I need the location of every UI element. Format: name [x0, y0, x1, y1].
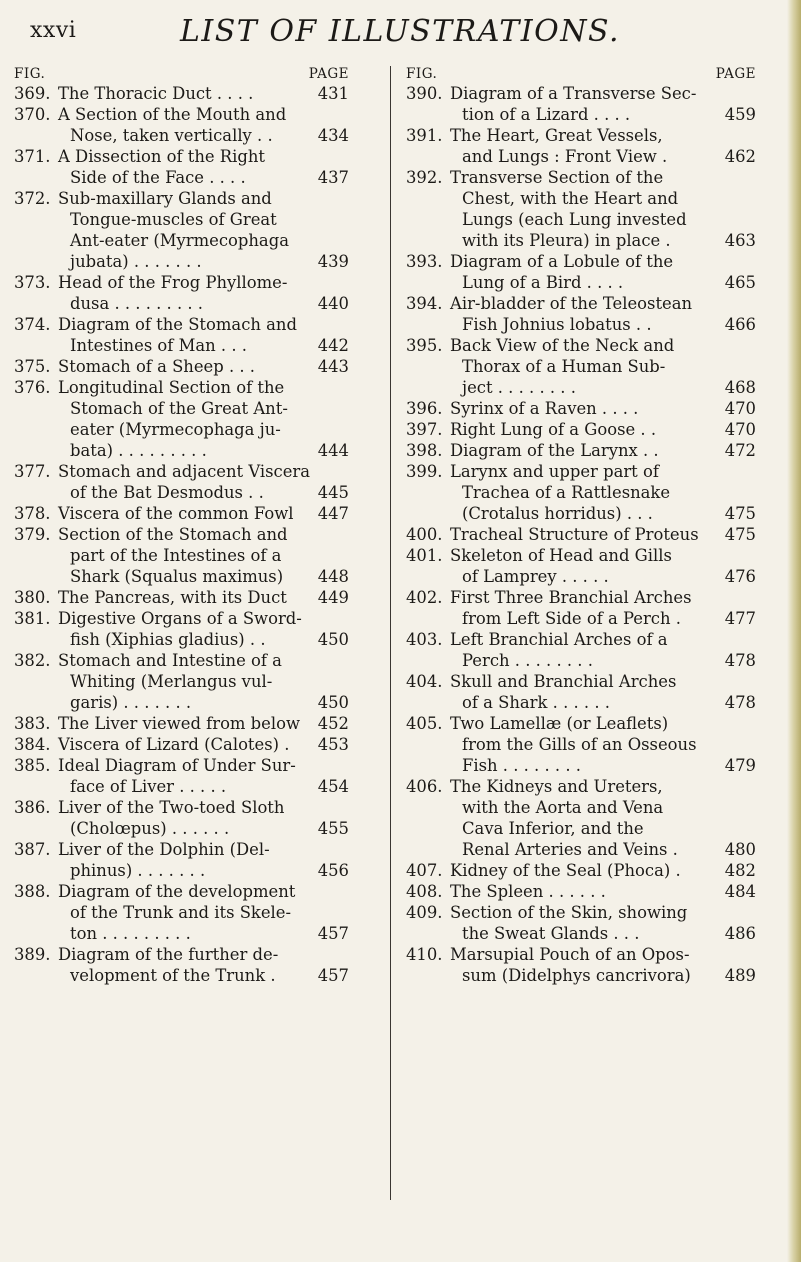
figure-caption-line: Stomach of a Sheep . . .: [58, 357, 256, 376]
page-ref: 476: [724, 567, 756, 586]
figure-caption-line: Sub-maxillary Glands and: [58, 189, 272, 208]
figure-number: 384.: [14, 735, 51, 754]
figure-caption-line: Diagram of the development: [58, 882, 296, 901]
figure-caption-line: Fish . . . . . . . .: [462, 756, 581, 775]
figure-caption-line: ject . . . . . . . .: [462, 378, 576, 397]
figure-caption-line: The Liver viewed from below: [58, 714, 301, 733]
figure-number: 392.: [406, 168, 443, 187]
page-ref: 444: [317, 441, 349, 460]
figure-caption-line: (Crotalus horridus) . . .: [462, 504, 653, 523]
figure-number: 378.: [14, 504, 51, 523]
figure-number: 383.: [14, 714, 51, 733]
page-ref: 434: [317, 126, 349, 145]
figure-number: 369.: [14, 84, 51, 103]
figure-caption-line: The Heart, Great Vessels,: [450, 126, 663, 145]
figure-number: 404.: [406, 672, 443, 691]
figure-entry: [14, 608, 349, 650]
figure-entry: [406, 776, 756, 860]
figure-caption-line: The Thoracic Duct . . . .: [58, 84, 254, 103]
figure-caption-line: of the Bat Desmodus . .: [70, 483, 264, 502]
right-column: [406, 62, 756, 986]
figure-caption-line: Liver of the Dolphin (Del-: [58, 840, 270, 859]
page-ref: 463: [724, 231, 756, 250]
figure-caption-line: Chest, with the Heart and: [462, 189, 679, 208]
figure-number: 379.: [14, 525, 51, 544]
figure-caption-line: of Lamprey . . . . .: [462, 567, 609, 586]
figure-entry: [406, 440, 756, 461]
figure-caption-line: of the Trunk and its Skele-: [70, 903, 292, 922]
page-ref: 442: [317, 336, 349, 355]
figure-number: 407.: [406, 861, 443, 880]
figure-entry: [406, 293, 756, 335]
figure-entry: [14, 272, 349, 314]
figure-entry: [406, 419, 756, 440]
page-ref: 448: [317, 567, 349, 586]
figure-caption-line: Lung of a Bird . . . .: [462, 273, 624, 292]
figure-caption-line: Skull and Branchial Arches: [450, 672, 677, 691]
page-ref: 453: [317, 735, 349, 754]
figure-entry: [406, 125, 756, 167]
figure-entry: [406, 944, 756, 986]
figure-caption-line: the Sweat Glands . . .: [462, 924, 640, 943]
figure-caption-line: garis) . . . . . . .: [70, 693, 192, 712]
page-ref: 445: [317, 483, 349, 502]
page-ref: 440: [317, 294, 349, 313]
figure-caption-line: eater (Myrmecophaga ju-: [70, 420, 281, 439]
figure-caption-line: Ideal Diagram of Under Sur-: [58, 756, 296, 775]
figure-caption-line: from the Gills of an Osseous: [462, 735, 697, 754]
page-label: PAGE: [715, 66, 756, 82]
figure-caption-line: Stomach and adjacent Viscera: [58, 462, 311, 481]
page-ref: 447: [317, 504, 349, 523]
figure-caption-line: Whiting (Merlangus vul-: [70, 672, 273, 691]
page-ref: 484: [724, 882, 756, 901]
figure-caption-line: Head of the Frog Phyllome-: [58, 273, 288, 292]
figure-entry: [14, 881, 349, 944]
page-ref: 478: [724, 651, 756, 670]
page-ref: 452: [317, 714, 349, 733]
figure-caption-line: ton . . . . . . . . .: [70, 924, 191, 943]
figure-caption-line: bata) . . . . . . . . .: [70, 441, 207, 460]
figure-number: 373.: [14, 273, 51, 292]
figure-caption-line: velopment of the Trunk .: [70, 966, 276, 985]
page-ref: 450: [317, 693, 349, 712]
page-ref: 437: [317, 168, 349, 187]
figure-caption-line: Perch . . . . . . . .: [462, 651, 593, 670]
figure-entry: [14, 377, 349, 461]
figure-entry: [406, 860, 756, 881]
figure-caption-line: Thorax of a Human Sub-: [462, 357, 666, 376]
figure-entry: [406, 461, 756, 524]
figure-caption-line: Intestines of Man . . .: [70, 336, 247, 355]
page-number: xxvi: [30, 18, 77, 43]
figure-caption-line: Renal Arteries and Veins .: [462, 840, 678, 859]
figure-caption-line: Two Lamellæ (or Leaflets): [450, 714, 669, 733]
figure-caption-line: Tracheal Structure of Proteus: [450, 525, 699, 544]
fig-label: FIG.: [406, 66, 438, 82]
page-ref: 479: [724, 756, 756, 775]
figure-number: 406.: [406, 777, 443, 796]
column-header: [406, 62, 756, 83]
figure-number: 375.: [14, 357, 51, 376]
figure-caption-line: dusa . . . . . . . . .: [70, 294, 204, 313]
figure-caption-line: with its Pleura) in place .: [462, 231, 671, 250]
figure-caption-line: sum (Didelphys cancrivora): [462, 966, 691, 985]
figure-entry: [14, 146, 349, 188]
page-title: LIST OF ILLUSTRATIONS.: [179, 14, 621, 49]
figure-number: 387.: [14, 840, 51, 859]
figure-caption-line: Syrinx of a Raven . . . .: [450, 399, 639, 418]
page-ref: 457: [317, 924, 349, 943]
figure-caption-line: Diagram of a Transverse Sec-: [450, 84, 697, 103]
figure-caption-line: phinus) . . . . . . .: [70, 861, 206, 880]
figure-entry: [14, 713, 349, 734]
page-ref: 456: [317, 861, 349, 880]
figure-number: 393.: [406, 252, 443, 271]
figure-caption-line: Air-bladder of the Teleostean: [450, 294, 693, 313]
figure-caption-line: fish (Xiphias gladius) . .: [70, 630, 266, 649]
figure-entry: [14, 356, 349, 377]
figure-number: 374.: [14, 315, 51, 334]
figure-caption-line: The Spleen . . . . . .: [450, 882, 606, 901]
figure-entry: [14, 797, 349, 839]
figure-number: 395.: [406, 336, 443, 355]
figure-number: 376.: [14, 378, 51, 397]
figure-caption-line: Digestive Organs of a Sword-: [58, 609, 302, 628]
figure-number: 386.: [14, 798, 51, 817]
figure-entry: [406, 524, 756, 545]
figure-entry: [406, 83, 756, 125]
figure-entry: [406, 398, 756, 419]
figure-caption-line: First Three Branchial Arches: [450, 588, 692, 607]
figure-caption-line: Viscera of Lizard (Calotes) .: [58, 735, 290, 754]
figure-caption-line: Nose, taken vertically . .: [70, 126, 273, 145]
figure-number: 371.: [14, 147, 51, 166]
figure-caption-line: Section of the Skin, showing: [450, 903, 688, 922]
figure-number: 397.: [406, 420, 443, 439]
figure-entry: [14, 650, 349, 713]
figure-caption-line: Left Branchial Arches of a: [450, 630, 668, 649]
figure-entry: [406, 671, 756, 713]
page-header: [30, 8, 770, 48]
figure-number: 398.: [406, 441, 443, 460]
figure-caption-line: Diagram of the Larynx . .: [450, 441, 659, 460]
figure-caption-line: Larynx and upper part of: [450, 462, 659, 481]
figure-number: 400.: [406, 525, 443, 544]
page-ref: 462: [724, 147, 756, 166]
figure-number: 391.: [406, 126, 443, 145]
figure-entry: [14, 188, 349, 272]
figure-number: 394.: [406, 294, 443, 313]
figure-caption-line: Diagram of the Stomach and: [58, 315, 297, 334]
figure-number: 388.: [14, 882, 51, 901]
figure-number: 405.: [406, 714, 443, 733]
figure-number: 410.: [406, 945, 443, 964]
page-ref: 478: [724, 693, 756, 712]
figure-number: 389.: [14, 945, 51, 964]
figure-entry: [406, 713, 756, 776]
figure-entry: [14, 587, 349, 608]
page-ref: 489: [724, 966, 756, 985]
figure-number: 377.: [14, 462, 51, 481]
figure-caption-line: Lungs (each Lung invested: [462, 210, 687, 229]
figure-entry: [406, 167, 756, 251]
figure-number: 372.: [14, 189, 51, 208]
page-ref: 470: [724, 420, 756, 439]
figure-caption-line: tion of a Lizard . . . .: [462, 105, 631, 124]
page-ref: 439: [317, 252, 349, 271]
page-ref: 443: [317, 357, 349, 376]
page-ref: 465: [724, 273, 756, 292]
page-ref: 477: [724, 609, 756, 628]
figure-number: 403.: [406, 630, 443, 649]
figure-entry: [14, 839, 349, 881]
figure-entry: [14, 734, 349, 755]
column-divider: [390, 66, 391, 1200]
figure-caption-line: Shark (Squalus maximus): [70, 567, 284, 586]
figure-number: 401.: [406, 546, 443, 565]
figure-entry: [14, 944, 349, 986]
figure-caption-line: Skeleton of Head and Gills: [450, 546, 672, 565]
figure-entry: [406, 881, 756, 902]
figure-number: 382.: [14, 651, 51, 670]
figure-caption-line: Back View of the Neck and: [450, 336, 675, 355]
figure-entry: [14, 314, 349, 356]
page-ref: 457: [317, 966, 349, 985]
figure-caption-line: Viscera of the common Fowl: [58, 504, 294, 523]
figure-caption-line: Diagram of the further de-: [58, 945, 279, 964]
figure-entry: [14, 524, 349, 587]
figure-number: 385.: [14, 756, 51, 775]
page-ref: 450: [317, 630, 349, 649]
page-label: PAGE: [308, 66, 349, 82]
figure-caption-line: from Left Side of a Perch .: [462, 609, 681, 628]
page-ref: 486: [724, 924, 756, 943]
figure-caption-line: Ant-eater (Myrmecophaga: [70, 231, 289, 250]
figure-caption-line: Cava Inferior, and the: [462, 819, 644, 838]
page-ref: 459: [724, 105, 756, 124]
figure-caption-line: and Lungs : Front View .: [462, 147, 668, 166]
page-ref: 482: [724, 861, 756, 880]
figure-caption-line: of a Shark . . . . . .: [462, 693, 610, 712]
figure-number: 409.: [406, 903, 443, 922]
figure-entry: [14, 503, 349, 524]
figure-entry: [14, 83, 349, 104]
page-ref: 480: [724, 840, 756, 859]
figure-number: 408.: [406, 882, 443, 901]
page-ref: 470: [724, 399, 756, 418]
column-header: [14, 62, 349, 83]
page-ref: 449: [317, 588, 349, 607]
figure-caption-line: Tongue-muscles of Great: [70, 210, 277, 229]
figure-caption-line: Longitudinal Section of the: [58, 378, 285, 397]
figure-caption-line: Stomach of the Great Ant-: [70, 399, 288, 418]
page-ref: 475: [724, 504, 756, 523]
page-ref: 468: [724, 378, 756, 397]
figure-caption-line: Kidney of the Seal (Phoca) .: [450, 861, 681, 880]
figure-caption-line: Diagram of a Lobule of the: [450, 252, 674, 271]
figure-caption-line: Side of the Face . . . .: [70, 168, 246, 187]
figure-caption-line: Transverse Section of the: [450, 168, 664, 187]
figure-entry: [406, 902, 756, 944]
figure-number: 390.: [406, 84, 443, 103]
figure-entry: [406, 335, 756, 398]
figure-number: 370.: [14, 105, 51, 124]
figure-caption-line: Section of the Stomach and: [58, 525, 288, 544]
figure-entry: [14, 461, 349, 503]
left-column: [14, 62, 349, 986]
page-ref: 454: [317, 777, 349, 796]
figure-caption-line: Trachea of a Rattlesnake: [462, 483, 671, 502]
fig-label: FIG.: [14, 66, 46, 82]
figure-caption-line: A Section of the Mouth and: [58, 105, 287, 124]
figure-number: 399.: [406, 462, 443, 481]
page-ref: 466: [724, 315, 756, 334]
figure-caption-line: A Dissection of the Right: [58, 147, 266, 166]
figure-entry: [406, 629, 756, 671]
page-edge: [787, 0, 801, 1262]
figure-entry: [14, 104, 349, 146]
page-ref: 431: [317, 84, 349, 103]
figure-caption-line: with the Aorta and Vena: [462, 798, 664, 817]
figure-entry: [406, 587, 756, 629]
figure-caption-line: Liver of the Two-toed Sloth: [58, 798, 285, 817]
figure-number: 396.: [406, 399, 443, 418]
figure-caption-line: part of the Intestines of a: [70, 546, 282, 565]
figure-caption-line: Stomach and Intestine of a: [58, 651, 282, 670]
page-ref: 472: [724, 441, 756, 460]
figure-caption-line: (Cholœpus) . . . . . .: [70, 819, 230, 838]
figure-number: 380.: [14, 588, 51, 607]
figure-entry: [406, 545, 756, 587]
page-ref: 455: [317, 819, 349, 838]
figure-number: 381.: [14, 609, 51, 628]
figure-caption-line: jubata) . . . . . . .: [70, 252, 202, 271]
page-ref: 475: [724, 525, 756, 544]
figure-caption-line: Marsupial Pouch of an Opos-: [450, 945, 690, 964]
figure-caption-line: The Kidneys and Ureters,: [450, 777, 663, 796]
figure-caption-line: Right Lung of a Goose . .: [450, 420, 657, 439]
figure-entry: [14, 755, 349, 797]
figure-caption-line: Fish Johnius lobatus . .: [462, 315, 652, 334]
figure-caption-line: face of Liver . . . . .: [70, 777, 227, 796]
figure-number: 402.: [406, 588, 443, 607]
figure-caption-line: The Pancreas, with its Duct: [58, 588, 287, 607]
figure-entry: [406, 251, 756, 293]
